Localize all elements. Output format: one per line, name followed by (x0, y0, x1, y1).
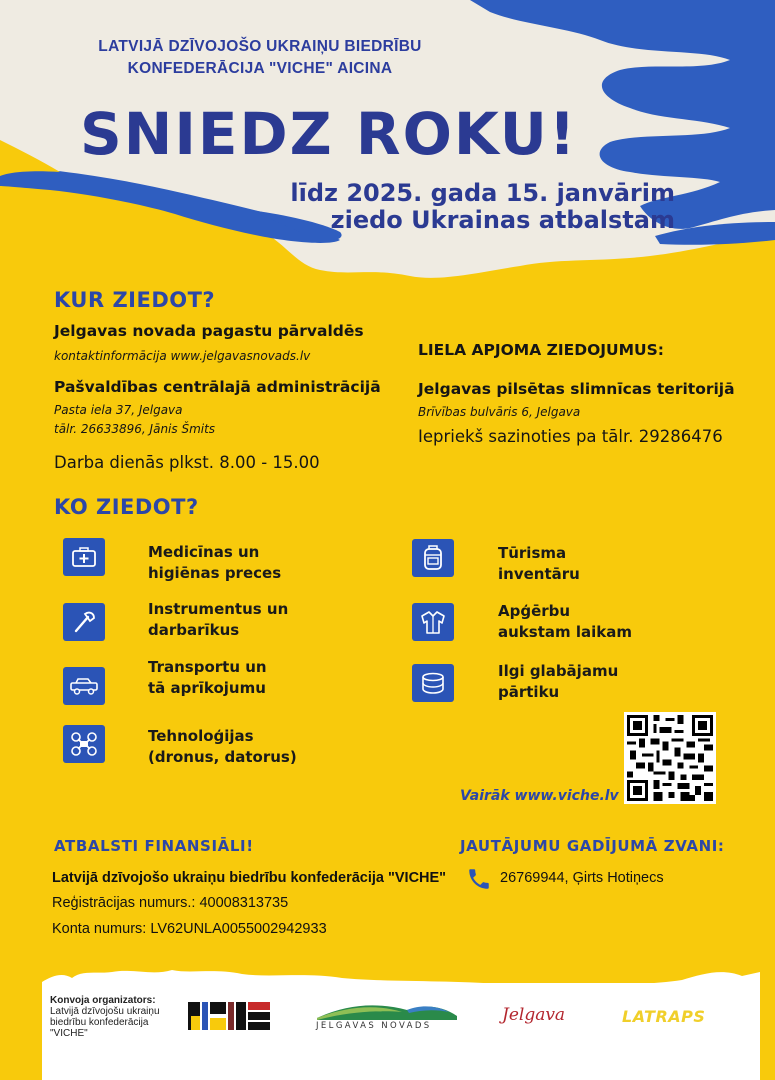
convoy-organizer-label: Konvoja organizators: Latvijā dzīvojošu ukraiņu biedrību konfederācija "VICHE" (50, 995, 160, 1039)
backpack-icon (412, 539, 454, 577)
donation-item-food: Ilgi glabājamu pārtiku (498, 662, 619, 701)
donation-item-tourism: Tūrisma inventāru (498, 544, 580, 583)
headline-subtitle (290, 180, 675, 234)
location-1-contact: kontaktinformācija www.jelgavasnovads.lv (54, 349, 311, 363)
organization-header (60, 36, 460, 80)
jelgavas-novads-logo-mark (317, 1000, 457, 1020)
more-info-link[interactable]: Vairāk www.viche.lv (460, 788, 619, 804)
footer-sponsors (42, 983, 760, 1080)
large-donations-address: Brīvības bulvāris 6, Jelgava (418, 405, 581, 419)
vehicle-icon (63, 667, 105, 705)
donation-item-tools: Instrumentus un darbarīkus (148, 600, 289, 639)
drone-icon (63, 725, 105, 763)
donation-item-medical: Medicīnas un higiēnas preces (148, 543, 282, 582)
registration-number: Reģistrācijas numurs.: 40008313735 (52, 895, 289, 911)
location-2-phone: tālr. 26633896, Jānis Šmits (54, 422, 216, 436)
phone-icon (466, 866, 492, 896)
large-donations-title: LIELA APJOMA ZIEDOJUMUS: (418, 341, 664, 359)
location-2-name: Pašvaldības centrālajā administrācijā (54, 378, 381, 396)
account-number: Konta numurs: LV62UNLA0055002942933 (52, 921, 327, 937)
working-hours: Darba dienās plkst. 8.00 - 15.00 (54, 453, 320, 472)
where-section-title: KUR ZIEDOT? (54, 288, 216, 312)
jelgavas-novads-logo: JELGAVAS NOVADS (316, 1021, 432, 1031)
donation-item-clothing: Apģērbu aukstam laikam (498, 602, 632, 641)
location-2-address: Pasta iela 37, Jelgava (54, 403, 183, 417)
jelgava-logo: Jelgava (502, 1005, 566, 1025)
qr-code-graphic (627, 715, 713, 801)
subtitle-line-1: līdz 2025. gada 15. janvārim (290, 179, 675, 207)
location-1-name: Jelgavas novada pagastu pārvaldēs (54, 322, 364, 340)
jacket-icon (412, 603, 454, 641)
what-section-title: KO ZIEDOT? (54, 495, 199, 519)
org-line-2: KONFEDERĀCIJA "VICHE" AICINA (127, 60, 393, 77)
questions-section-title: JAUTĀJUMU GADĪJUMĀ ZVANI: (460, 837, 725, 855)
viche-logo (188, 1000, 272, 1032)
main-headline: SNIEDZ ROKU! (80, 100, 578, 168)
support-section-title: ATBALSTI FINANSIĀLI! (54, 837, 254, 855)
subtitle-line-2: ziedo Ukrainas atbalstam (330, 206, 675, 234)
axe-icon (63, 603, 105, 641)
first-aid-kit-icon (63, 538, 105, 576)
large-donations-contact: Iepriekš sazinoties pa tālr. 29286476 (418, 427, 723, 446)
donation-item-technology: Tehnoloģijas (dronus, datorus) (148, 727, 297, 766)
support-organization: Latvijā dzīvojošo ukraiņu biedrību konfederācija "VICHE" (52, 870, 447, 886)
donation-item-transport: Transportu un tā aprīkojumu (148, 658, 267, 697)
org-line-1: LATVIJĀ DZĪVOJOŠO UKRAIŅU BIEDRĪBU (98, 38, 422, 55)
qr-code[interactable] (624, 712, 716, 804)
latraps-logo: LATRAPS (622, 1007, 706, 1026)
large-donations-location: Jelgavas pilsētas slimnīcas teritorijā (418, 380, 735, 398)
canned-food-icon (412, 664, 454, 702)
contact-phone[interactable]: 26769944, Ģirts Hotiņecs (500, 870, 664, 886)
